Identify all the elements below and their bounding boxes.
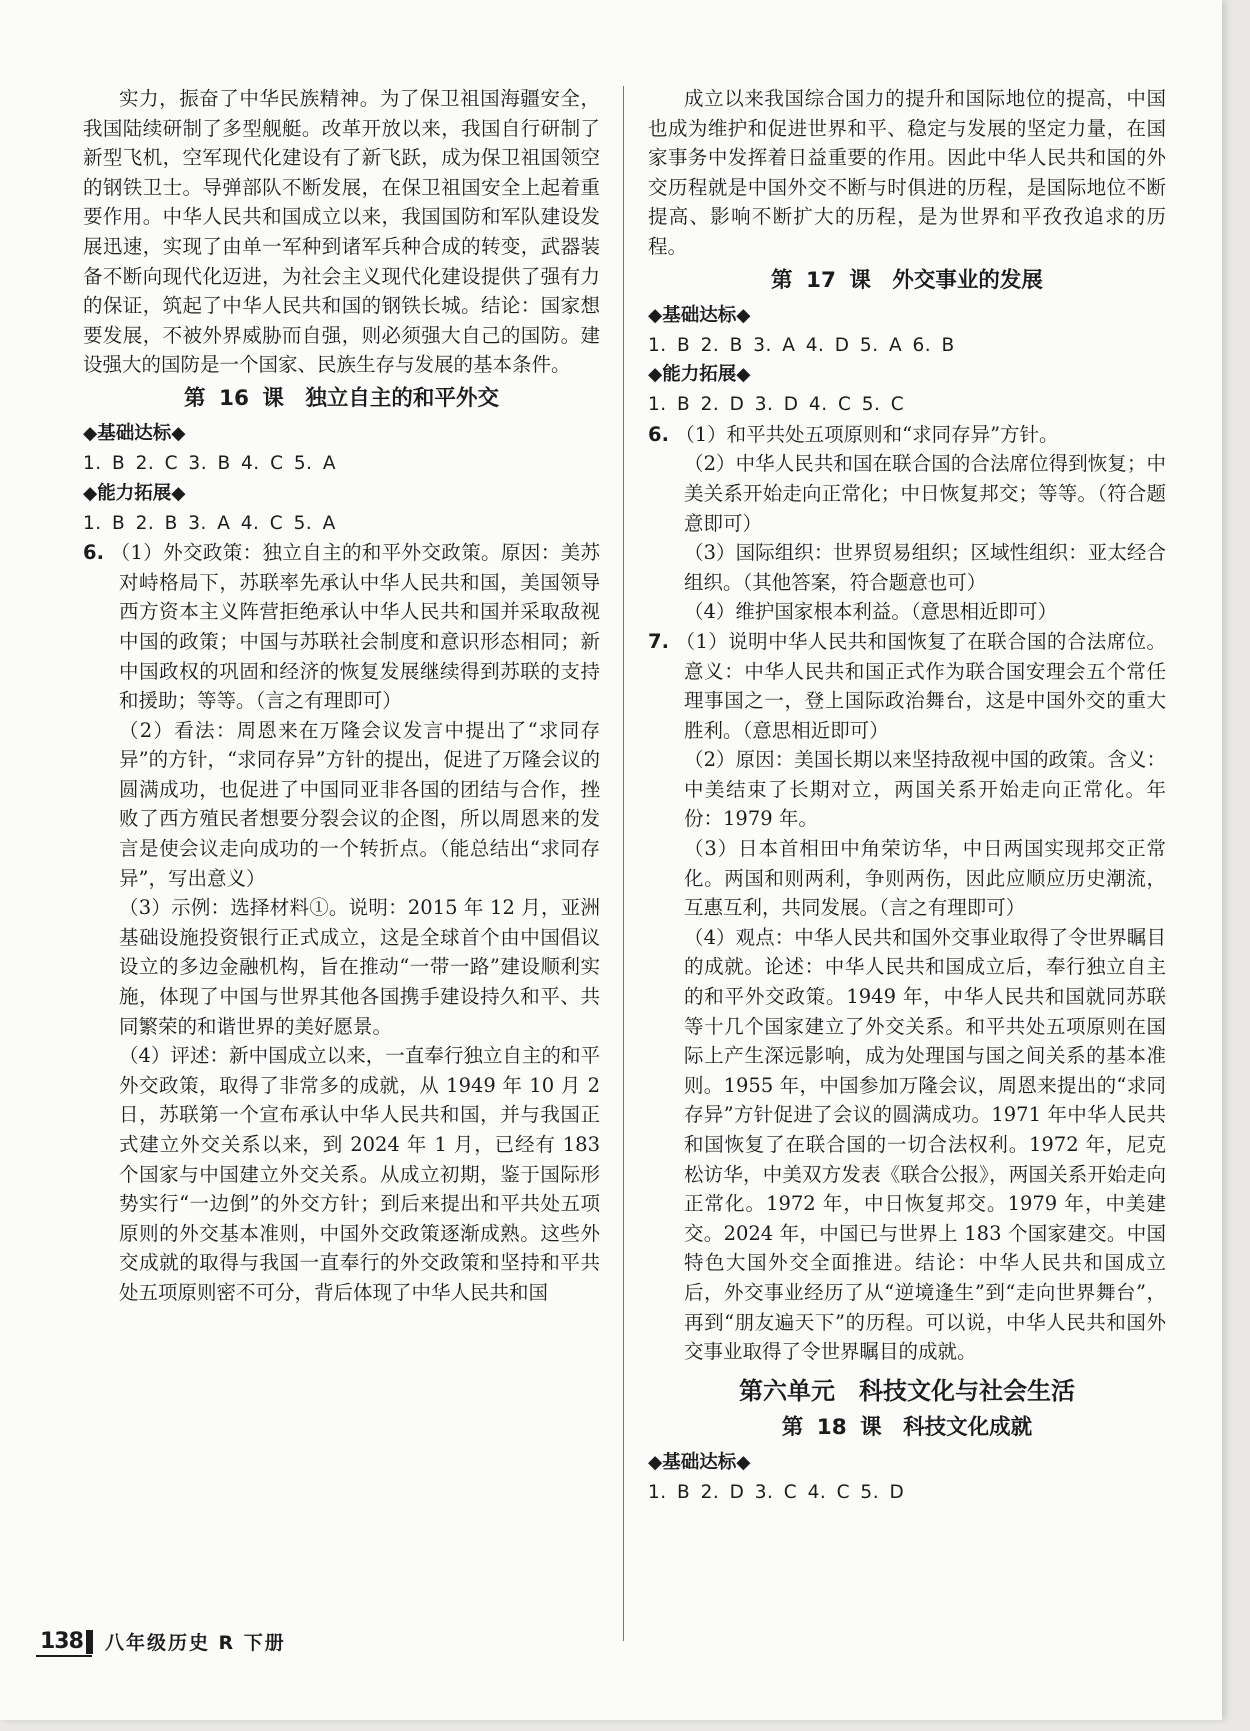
question-answer [648, 627, 1166, 745]
choice-answers: 1. B 2. C 3. B 4. C 5. A [83, 452, 337, 474]
section-label: ◆基础达标◆ [83, 422, 186, 444]
sub-answer: （2）原因：美国长期以来坚持敌视中国的政策。含义：中美结束了长期对立，两国关系开始走向正常化。年份：1979 年。 [684, 748, 1166, 831]
column-divider [623, 86, 624, 1641]
lesson-title: 第 18 课 科技文化成就 [781, 1414, 1033, 1440]
page-footer [40, 1628, 286, 1655]
section-label: ◆能力拓展◆ [83, 482, 186, 504]
lesson-title: 第 16 课 独立自主的和平外交 [184, 385, 499, 411]
sub-answer: （4）观点：中华人民共和国外交事业取得了令世界瞩目的成就。论述：中华人民共和国成立后，奉行独立自主的和平外交政策。1949 年，中华人民共和国就同苏联等十几个国家建立了外交关系。和平共处五项原则在国际上产生深远影响，成为处理国与国之间关系的基本准则。1955 年，中国参加万隆会议，周恩来提出的“求同存异”方针促进了会议的圆满成功。1971 年中华人民共和国恢复了在联合国的一切合法权利。1972 年，尼克松访华，中美双方发表《联合公报》，两国关系开始走向正常化。1972 年，中日恢复邦交。1979 年，中美建交。2024 年，中国已与世界上 183 个国家建交。中国特色大国外交全面推进。结论：中华人民共和国成立后，外交事业经历了从“逆境逢生”到“走向世界舞台”，再到“朋友遍天下”的历程。可以说，中华人民共和国外交事业取得了令世界瞩目的成就。 [684, 925, 1166, 1364]
lesson-title: 第 17 课 外交事业的发展 [771, 267, 1043, 293]
question-text: （1）外交政策：独立自主的和平外交政策。原因：美苏对峙格局下，苏联率先承认中华人民共和国，美国领导西方资本主义阵营拒绝承认中华人民共和国并采取敌视中国的政策；中国与苏联社会制度和意识形态相同；新中国政权的巩固和经济的恢复发展继续得到苏联的支持和援助；等等。（言之有理即可） [110, 541, 600, 713]
sub-answer: （2）看法：周恩来在万隆会议发言中提出了“求同存异”的方针，“求同存异”方针的提出，促进了万隆会议的圆满成功，也促进了中国同亚非各国的团结与合作，挫败了西方殖民者想要分裂会议的企图，所以周恩来的发言是使会议走向成功的一个转折点。（能总结出“求同存异”，写出意义） [119, 718, 600, 890]
page-number: 138 [40, 1629, 83, 1654]
choice-answers: 1. B 2. B 3. A 4. C 5. A [83, 512, 336, 534]
question-number: 6. [83, 541, 104, 565]
unit-title: 第六单元 科技文化与社会生活 [739, 1376, 1075, 1405]
sub-answer: （3）示例：选择材料①。说明：2015 年 12 月，亚洲基础设施投资银行正式成立，这是全球首个由中国倡议设立的多边金融机构，旨在推动“一带一路”建设顺利实施，体现了中国与世界其他各国携手建设持久和平、共同繁荣的和谐世界的美好愿景。 [119, 896, 600, 1038]
question-text: （1）说明中华人民共和国恢复了在联合国的合法席位。意义：中华人民共和国正式作为联合国安理会五个常任理事国之一，登上国际政治舞台，这是中国外交的重大胜利。（意思相近即可） [675, 629, 1166, 742]
choice-answers: 1. B 2. B 3. A 4. D 5. A 6. B [648, 334, 955, 356]
choice-answers: 1. B 2. D 3. C 4. C 5. D [648, 1481, 905, 1503]
right-column [648, 84, 1166, 1507]
footer-rule [36, 1655, 92, 1657]
sub-answer: （4）维护国家根本利益。（意思相近即可） [684, 600, 1058, 624]
left-column [83, 84, 600, 1308]
answer-paragraph: 实力，振奋了中华民族精神。为了保卫祖国海疆安全，我国陆续研制了多型舰艇。改革开放以来，我国自行研制了新型飞机，空军现代化建设有了新飞跃，成为保卫祖国领空的钢铁卫士。导弹部队不断发展，在保卫祖国安全上起着重要作用。中华人民共和国成立以来，我国国防和军队建设发展迅速，实现了由单一军种到诸军兵种合成的转变，武器装备不断向现代化迈进，为社会主义现代化建设提供了强有力的保证，筑起了中华人民共和国的钢铁长城。结论：国家想要发展，不被外界威胁而自强，则必须强大自己的国防。建设强大的国防是一个国家、民族生存与发展的基本条件。 [83, 87, 600, 377]
section-label: ◆能力拓展◆ [648, 364, 751, 386]
sub-answer: （2）中华人民共和国在联合国的合法席位得到恢复；中美关系开始走向正常化；中日恢复邦交；等等。（符合题意即可） [684, 452, 1166, 535]
page-number-bar [86, 1630, 93, 1654]
question-answer [83, 538, 600, 716]
sub-answer: （3）日本首相田中角荣访华，中日两国实现邦交正常化。两国和则两利，争则两伤，因此应顺应历史潮流，互惠互利，共同发展。（言之有理即可） [684, 837, 1166, 920]
question-number: 6. [648, 422, 669, 446]
question-text: （1）和平共处五项原则和“求同存异”方针。 [675, 422, 1059, 446]
question-number: 7. [648, 629, 669, 653]
section-label: ◆基础达标◆ [648, 304, 751, 326]
book-title: 八年级历史 R 下册 [104, 1632, 286, 1654]
section-label: ◆基础达标◆ [648, 1451, 751, 1473]
question-answer [648, 420, 1166, 450]
sub-answer: （4）评述：新中国成立以来，一直奉行独立自主的和平外交政策，取得了非常多的成就，从 1949 年 10 月 2 日，苏联第一个宣布承认中华人民共和国，并与我国正式建立外交关系以来，到 2024 年 1 月，已经有 183 个国家与中国建立外交关系。从成立初期，鉴于国际形势实行“一边倒”的外交方针；到后来提出和平共处五项原则的外交基本准则，中国外交政策逐渐成熟。这些外交成就的取得与我国一直奉行的外交政策和坚持和平共处五项原则密不可分，背后体现了中华人民共和国 [119, 1044, 600, 1304]
choice-answers: 1. B 2. D 3. D 4. C 5. C [648, 394, 905, 416]
sub-answer: （3）国际组织：世界贸易组织；区域性组织：亚太经合组织。（其他答案，符合题意也可） [684, 541, 1166, 594]
answer-paragraph: 成立以来我国综合国力的提升和国际地位的提高，中国也成为维护和促进世界和平、稳定与发展的坚定力量，在国家事务中发挥着日益重要的作用。因此中华人民共和国的外交历程就是中国外交不断与时俱进的历程，是国际地位不断提高、影响不断扩大的历程，是为世界和平孜孜追求的历程。 [648, 87, 1166, 258]
